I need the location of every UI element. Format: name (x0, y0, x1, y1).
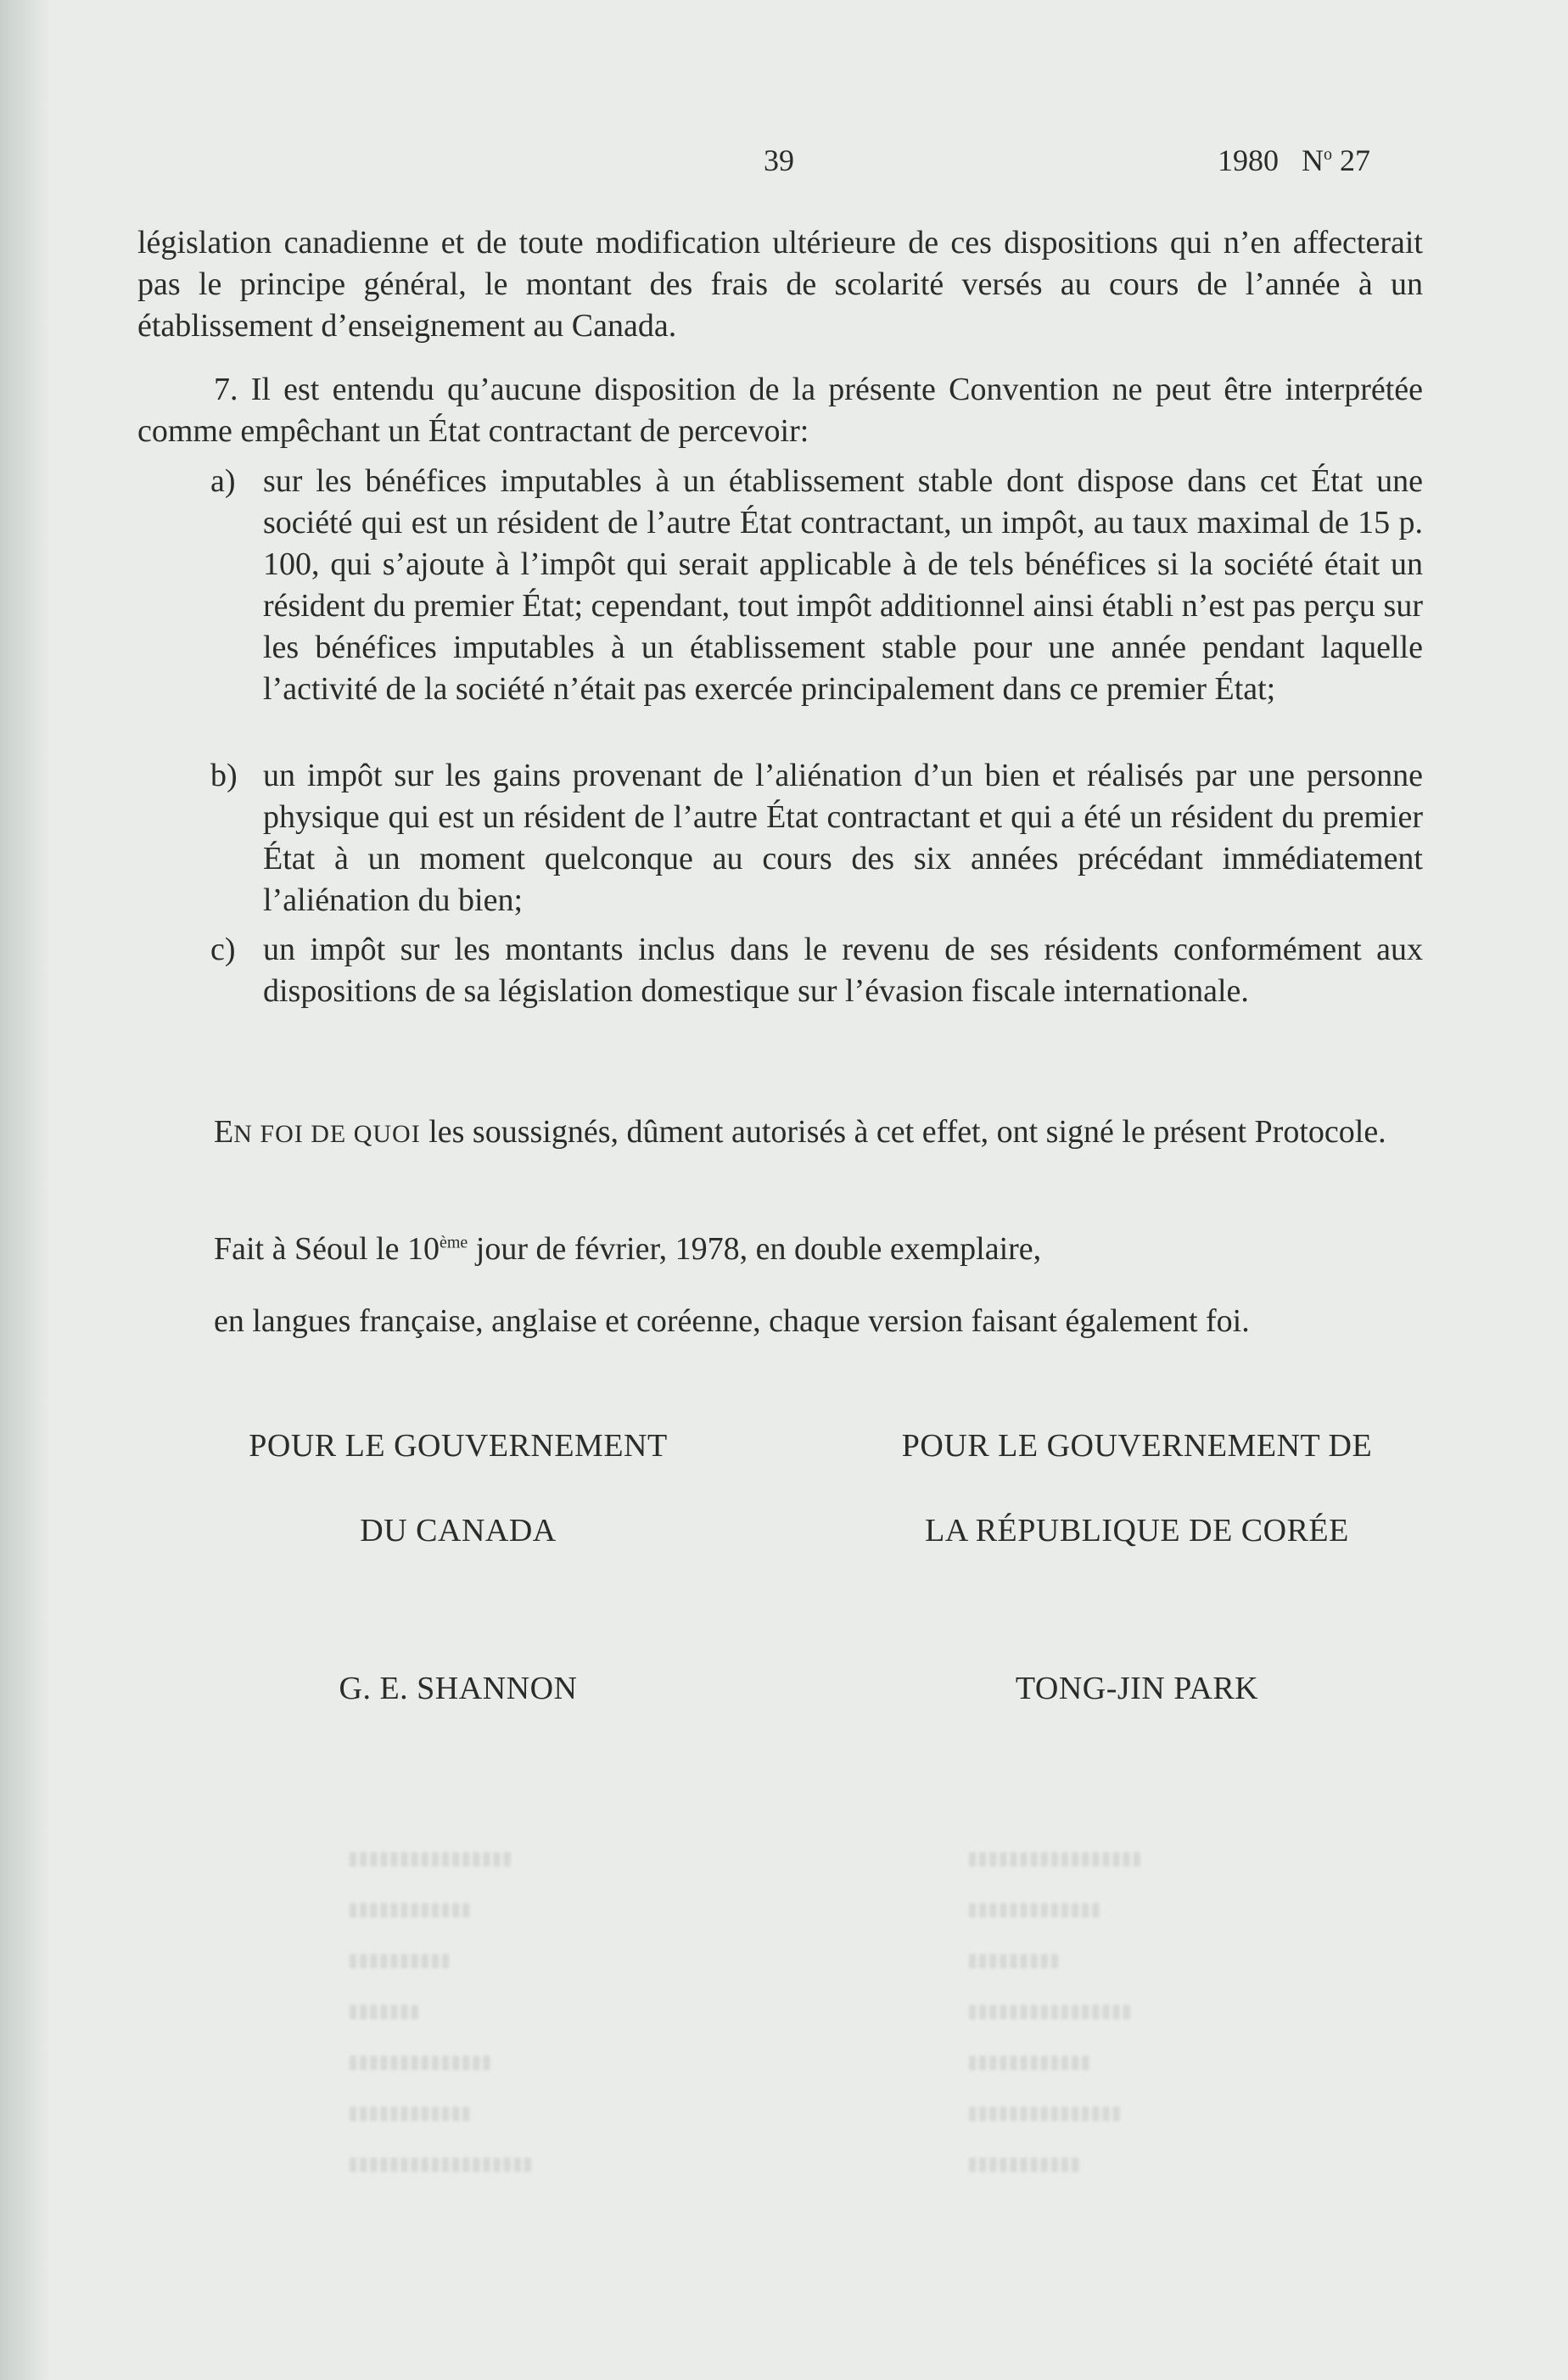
witness-text: les soussignés, dûment autorisés à cet effet, ont signé le présent Protocole. (420, 1114, 1386, 1150)
witness-clause (137, 1112, 1423, 1155)
issue-number (1218, 143, 1370, 178)
signatory-right-line1: POUR LE GOUVERNEMENT DE (901, 1428, 1373, 1464)
bleed-through-right-column: ▮▮▮▮▮▮▮▮▮▮▮▮▮▮▮▮▮ ▮▮▮▮▮▮▮▮▮▮▮▮▮ ▮▮▮▮▮▮▮▮▮ ▮▮▮▮▮▮▮▮▮▮▮▮▮▮▮▮ ▮▮▮▮▮▮▮▮▮▮▮▮ ▮▮▮▮▮▮▮▮▮▮▮▮▮▮▮ ▮▮▮▮▮▮▮▮▮▮▮ (967, 1847, 1142, 2174)
page-gutter-shadow (0, 0, 51, 2380)
list-item-text: un impôt sur les montants inclus dans le revenu de ses résidents conformément aux dispositions de sa législation domestique sur l’évasion fiscale internationale. (263, 932, 1423, 1009)
signatory-right-line2: LA RÉPUBLIQUE DE CORÉE (925, 1513, 1349, 1548)
page-header (0, 143, 1568, 185)
list-item-c (137, 929, 1423, 1029)
paragraph-7: 7. Il est entendu qu’aucune disposition de la présente Convention ne peut être interprétée comme empêchant un État contractant de percevoir: (137, 372, 1423, 449)
page-number: 39 (764, 143, 794, 177)
issue-number-sup: o (1324, 145, 1332, 164)
bleed-through-left-column: ▮▮▮▮▮▮▮▮▮▮▮▮▮▮▮▮ ▮▮▮▮▮▮▮▮▮▮▮▮ ▮▮▮▮▮▮▮▮▮▮ ▮▮▮▮▮▮▮ ▮▮▮▮▮▮▮▮▮▮▮▮▮▮ ▮▮▮▮▮▮▮▮▮▮▮▮ ▮▮▮▮▮▮▮▮▮▮▮▮▮▮▮▮▮▮ (348, 1847, 533, 2174)
issue-year: 1980 (1218, 143, 1279, 177)
done-at-after: jour de février, 1978, en double exemplaire, (468, 1231, 1042, 1267)
list-item-text: sur les bénéfices imputables à un établissement stable dont dispose dans cet État une société qui est un résident de l’autre État contractant, un impôt, au taux maximal de 15 p. 100, qui s’ajoute à l’impôt qui serait applicable à de tels bénéfices si la société était un résident du premier État; cependant, tout impôt additionnel ainsi établi n’est pas perçu sur les bénéfices imputables à un établissement stable pour une année pendant laquelle l’activité de la société n’était pas exercée principalement dans ce premier État; (263, 463, 1423, 707)
done-at-sup: ème (439, 1233, 468, 1252)
signatory-right-name: TONG-JIN PARK (1015, 1671, 1259, 1706)
done-at-before: Fait à Séoul le 10 (214, 1231, 440, 1267)
signatory-left-line2: DU CANADA (360, 1513, 557, 1548)
witness-small-caps: N FOI DE QUOI (233, 1120, 421, 1148)
signatory-left-line1: POUR LE GOUVERNEMENT (249, 1428, 668, 1464)
issue-number-value: 27 (1340, 143, 1370, 177)
list-item-text: un impôt sur les gains provenant de l’aliénation d’un bien et réalisés par une personne physique qui est un résident de l’autre État contractant et qui a été un résident du premier État à un moment quelconque au cours des six années précédant immédiatement l’aliénation du bien; (263, 758, 1423, 918)
bleed-through-colophon (195, 1833, 1434, 2274)
done-at-line (214, 1229, 1402, 1270)
list-label: c) (210, 932, 236, 967)
languages-line: en langues française, anglaise et coréenne, chaque version faisant également foi. (214, 1303, 1250, 1339)
paragraph-continued: législation canadienne et de toute modification ultérieure de ces dispositions qui n’en affecterait pas le principe général, le montant des frais de scolarité versés au cours de l’année à un établissement d’enseignement au Canada. (137, 225, 1423, 344)
witness-initial: E (214, 1114, 234, 1150)
list-item-a (137, 461, 1423, 727)
list-item-b (137, 755, 1423, 938)
list-label: a) (210, 463, 236, 499)
issue-number-prefix: N (1302, 143, 1324, 177)
list-label: b) (210, 758, 238, 793)
signatory-left-name: G. E. SHANNON (339, 1671, 578, 1706)
